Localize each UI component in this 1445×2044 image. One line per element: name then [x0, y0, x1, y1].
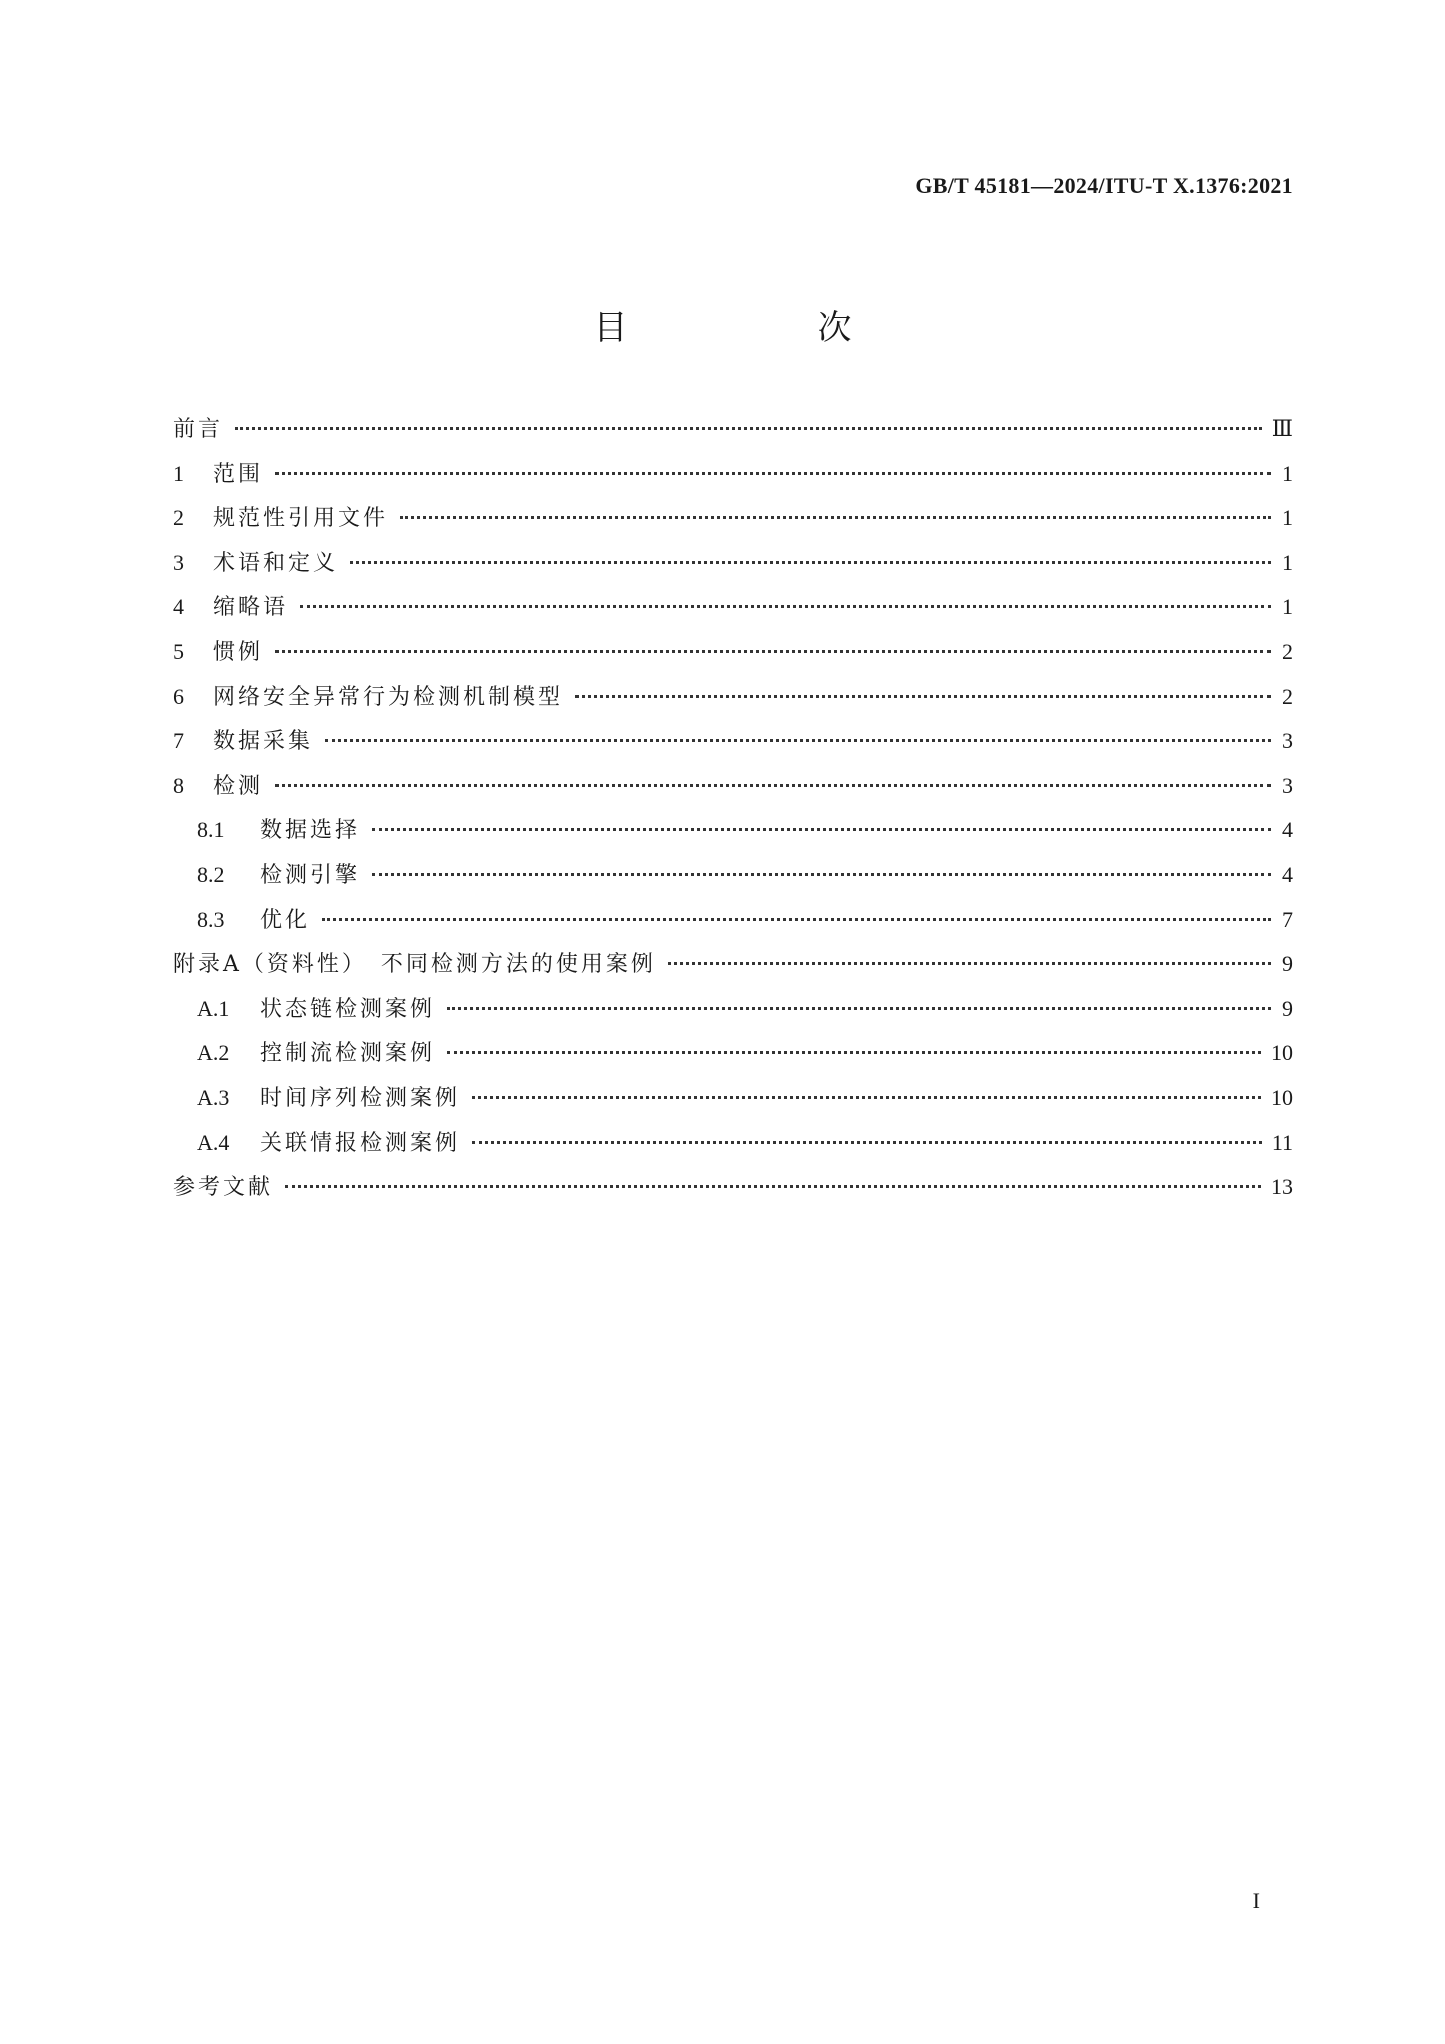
table-of-contents: [173, 414, 1293, 1217]
toc-entry-label: 范围: [213, 461, 264, 487]
toc-entry-label: 数据选择: [260, 818, 361, 844]
toc-entry-page: 1: [1282, 505, 1293, 531]
toc-entry-page: 9: [1282, 951, 1293, 977]
toc-entry-page: 13: [1271, 1174, 1293, 1200]
toc-entry-number: 2: [173, 505, 184, 531]
toc-entry-page: 3: [1282, 728, 1293, 754]
toc-entry-number: 3: [173, 549, 184, 575]
toc-entry-page: 11: [1271, 1129, 1293, 1155]
toc-entry-page: 3: [1282, 772, 1293, 798]
toc-entry-page: 10: [1271, 1040, 1293, 1066]
toc-entry-label: 检测引擎: [260, 862, 361, 888]
toc-entry[interactable]: [173, 860, 1293, 905]
toc-entry-label: 规范性引用文件: [213, 506, 389, 532]
toc-leader-dots: [472, 1141, 1262, 1144]
toc-entry-number: 1: [173, 460, 184, 486]
toc-entry-label: 控制流检测案例: [260, 1041, 436, 1067]
toc-leader-dots: [668, 962, 1271, 965]
toc-entry-label: 网络安全异常行为检测机制模型: [213, 684, 564, 710]
toc-entry-number: A.1: [197, 995, 230, 1021]
toc-entry[interactable]: [173, 726, 1293, 771]
toc-leader-dots: [447, 1007, 1271, 1010]
toc-leader-dots: [285, 1185, 1261, 1188]
toc-entry-number: A.4: [197, 1129, 230, 1155]
toc-entry-label: 状态链检测案例: [260, 996, 436, 1022]
toc-entry-number: 8.2: [197, 861, 225, 887]
toc-entry-number: 5: [173, 638, 184, 664]
toc-entry[interactable]: [173, 994, 1293, 1039]
toc-entry-number: 6: [173, 683, 184, 709]
toc-leader-dots: [350, 561, 1271, 564]
toc-entry[interactable]: [173, 414, 1293, 459]
toc-leader-dots: [275, 650, 1271, 653]
toc-leader-dots: [400, 516, 1271, 519]
toc-entry-label: 术语和定义: [213, 550, 339, 576]
toc-entry-number: 7: [173, 728, 184, 754]
toc-entry[interactable]: [173, 771, 1293, 816]
toc-entry[interactable]: [173, 637, 1293, 682]
toc-leader-dots: [472, 1096, 1261, 1099]
toc-entry[interactable]: [173, 949, 1293, 994]
toc-entry[interactable]: [173, 1128, 1293, 1173]
toc-entry[interactable]: [173, 459, 1293, 504]
toc-entry-page: 4: [1282, 817, 1293, 843]
toc-leader-dots: [275, 784, 1271, 787]
toc-entry-number: A.3: [197, 1084, 230, 1110]
toc-entry[interactable]: [173, 682, 1293, 727]
toc-entry-label: 前言: [173, 417, 224, 442]
toc-entry[interactable]: [173, 1083, 1293, 1128]
toc-entry-label: 参考文献: [173, 1175, 274, 1201]
toc-leader-dots: [300, 605, 1271, 608]
page-number: I: [1252, 1888, 1260, 1913]
page-title: 目 次: [593, 308, 930, 348]
toc-entry[interactable]: [173, 905, 1293, 950]
toc-leader-dots: [275, 472, 1271, 475]
toc-entry-page: 10: [1271, 1084, 1293, 1110]
toc-entry-number: 8.1: [197, 817, 225, 843]
toc-entry[interactable]: [173, 503, 1293, 548]
toc-entry-page: 4: [1282, 861, 1293, 887]
toc-entry-page: 2: [1282, 638, 1293, 664]
toc-entry-label: 缩略语: [213, 595, 289, 621]
toc-entry-page: Ⅲ: [1271, 416, 1293, 441]
toc-entry-label: 检测: [213, 773, 264, 799]
toc-entry-label: 关联情报检测案例: [260, 1130, 461, 1156]
toc-entry-page: 2: [1282, 683, 1293, 709]
toc-leader-dots: [575, 695, 1271, 698]
toc-entry[interactable]: [173, 548, 1293, 593]
toc-leader-dots: [235, 427, 1262, 430]
toc-entry[interactable]: [173, 815, 1293, 860]
toc-entry-page: 1: [1282, 549, 1293, 575]
toc-leader-dots: [372, 873, 1271, 876]
toc-entry-label: 惯例: [213, 639, 264, 665]
toc-entry-page: 1: [1282, 594, 1293, 620]
toc-entry-page: 9: [1282, 995, 1293, 1021]
toc-entry[interactable]: [173, 592, 1293, 637]
toc-entry-label: 时间序列检测案例: [260, 1085, 461, 1111]
toc-entry-number: 4: [173, 594, 184, 620]
toc-leader-dots: [372, 828, 1271, 831]
toc-entry-page: 1: [1282, 460, 1293, 486]
toc-entry-number: A.2: [197, 1040, 230, 1066]
toc-entry-label: 附录A（资料性） 不同检测方法的使用案例: [173, 952, 656, 978]
toc-entry[interactable]: [173, 1172, 1293, 1217]
toc-leader-dots: [325, 739, 1271, 742]
toc-entry-page: 7: [1282, 906, 1293, 932]
toc-entry-label: 数据采集: [213, 729, 314, 755]
standard-code: GB/T 45181—2024/ITU-T X.1376:2021: [915, 173, 1293, 198]
toc-entry-number: 8.3: [197, 906, 225, 932]
toc-entry-label: 优化: [260, 907, 311, 933]
toc-entry-number: 8: [173, 772, 184, 798]
toc-leader-dots: [447, 1051, 1261, 1054]
toc-entry[interactable]: [173, 1038, 1293, 1083]
toc-leader-dots: [322, 918, 1271, 921]
